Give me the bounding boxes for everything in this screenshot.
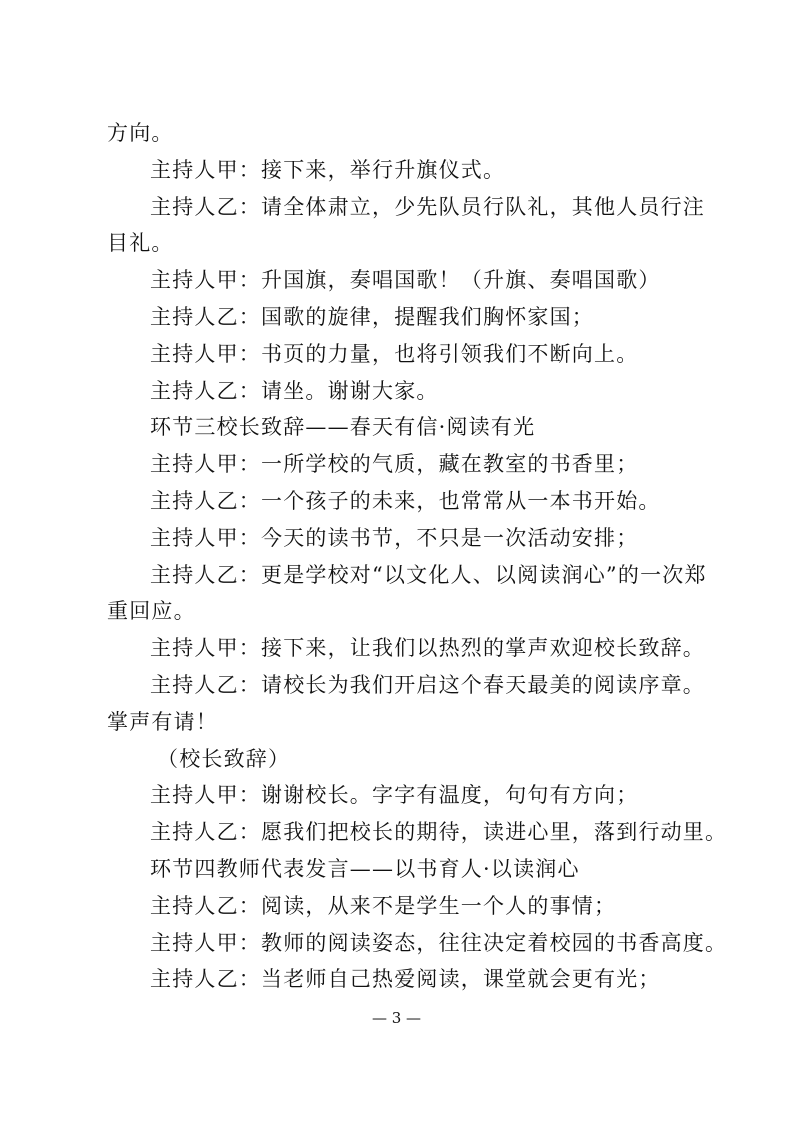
text-line: 重回应。 (107, 599, 196, 624)
text-line: 主持人乙：阅读，从来不是学生一个人的事情； (150, 893, 617, 918)
text-line: 主持人乙：请校长为我们开启这个春天最美的阅读序章。 (150, 672, 705, 697)
text-line: 主持人甲：接下来，让我们以热烈的掌声欢迎校长致辞。 (150, 636, 705, 661)
text-line: 主持人乙：当老师自己热爱阅读，课堂就会更有光； (150, 967, 661, 992)
text-line: 主持人甲：一所学校的气质，藏在教室的书香里； (150, 452, 639, 477)
document-body (107, 115, 728, 998)
text-line: 目礼。 (107, 231, 174, 256)
text-line: 主持人甲：今天的读书节，不只是一次活动安排； (150, 525, 639, 550)
text-line: 主持人甲：接下来，举行升旗仪式。 (150, 157, 506, 182)
stage-direction: （校长致辞） (157, 746, 291, 771)
text-line: 主持人甲：谢谢校长。字字有温度，句句有方向； (150, 783, 639, 808)
text-line: 主持人甲：教师的阅读姿态，往往决定着校园的书香高度。 (150, 930, 728, 955)
text-line: 主持人乙：请全体肃立，少先队员行队礼，其他人员行注 (150, 194, 705, 219)
text-line: 主持人乙：国歌的旋律，提醒我们胸怀家国； (150, 304, 594, 329)
text-line: 主持人乙：更是学校对“以文化人、以阅读润心”的一次郑 (150, 562, 707, 587)
text-line: 主持人乙：请坐。谢谢大家。 (150, 378, 439, 403)
section-heading: 环节三校长致辞——春天有信·阅读有光 (150, 415, 536, 440)
text-line: 主持人甲：书页的力量，也将引领我们不断向上。 (150, 341, 639, 366)
text-line: 主持人甲：升国旗，奏唱国歌！（升旗、奏唱国歌） (150, 268, 661, 293)
text-line: 主持人乙：一个孩子的未来，也常常从一本书开始。 (150, 488, 661, 513)
page-number: — 3 — (371, 1009, 422, 1027)
text-line: 方向。 (107, 121, 174, 145)
text-line: 主持人乙：愿我们把校长的期待，读进心里，落到行动里。 (150, 820, 728, 845)
section-heading: 环节四教师代表发言——以书育人·以读润心 (150, 856, 580, 881)
text-line: 掌声有请！ (107, 709, 218, 734)
